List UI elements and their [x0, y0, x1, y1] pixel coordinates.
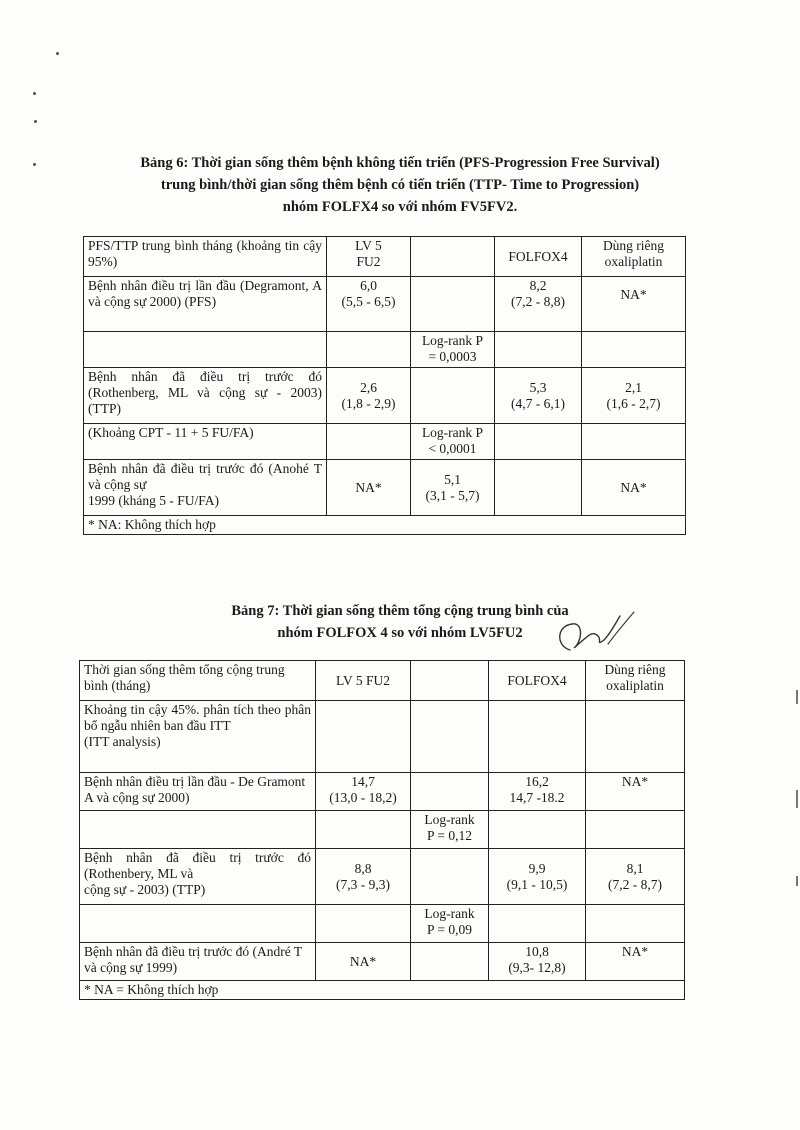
- table6-cell: 2,1 (1,6 - 2,7): [582, 368, 686, 424]
- table7-cell: Bệnh nhân đã điều trị trước đó (André T và cộng sự 1999): [80, 943, 316, 981]
- table7-header-label: Thời gian sống thêm tổng cộng trung bình (tháng): [80, 661, 316, 701]
- table7-cell: NA*: [586, 943, 685, 981]
- table7-cell: Bệnh nhân điều trị lần đầu - De Gramont A và cộng sự 2000): [80, 773, 316, 811]
- table6-cell: [84, 332, 327, 368]
- table-row: [80, 661, 685, 701]
- table7-cell: [489, 905, 586, 943]
- table7-cell: [411, 773, 489, 811]
- table7-footnote: * NA = Không thích hợp: [80, 981, 685, 1000]
- table-row: [80, 849, 685, 905]
- scan-speck: [34, 120, 37, 123]
- table7-header-lv5fu2: LV 5 FU2: [316, 661, 411, 701]
- table7-cell: Log-rank P = 0,12: [411, 811, 489, 849]
- table6-header-logrank: [411, 237, 495, 277]
- table6-cell: 5,1 (3,1 - 5,7): [411, 460, 495, 516]
- table7-cell: [80, 811, 316, 849]
- table-row: [80, 701, 685, 773]
- table6-cell: [582, 332, 686, 368]
- table6-cell: NA*: [582, 277, 686, 332]
- table6-caption-line: nhóm FOLFX4 so với nhóm FV5FV2.: [282, 199, 518, 215]
- table7-cell: 9,9 (9,1 - 10,5): [489, 849, 586, 905]
- table6-cell: NA*: [582, 460, 686, 516]
- table6-cell: [327, 332, 411, 368]
- table7-caption-line: Bảng 7: Thời gian sống thêm tổng cộng trung bình của: [231, 603, 569, 619]
- table7-cell: [489, 811, 586, 849]
- table-row: [84, 237, 686, 277]
- table7-cell: [586, 701, 685, 773]
- table6-header-folfox4: FOLFOX4: [495, 237, 582, 277]
- table7-cell: [489, 701, 586, 773]
- scan-edge-mark: [796, 876, 798, 886]
- table6-cell: 8,2 (7,2 - 8,8): [495, 277, 582, 332]
- table7-cell: [316, 701, 411, 773]
- table-row: [80, 905, 685, 943]
- table-row: [80, 773, 685, 811]
- table-row: [80, 943, 685, 981]
- table6-cell: Bệnh nhân điều trị lần đầu (Degramont, A và cộng sự 2000) (PFS): [84, 277, 327, 332]
- table-row: [84, 368, 686, 424]
- table7-cell: NA*: [316, 943, 411, 981]
- table6-header-oxaliplatin: Dùng riêng oxaliplatin: [582, 237, 686, 277]
- table-row: [84, 424, 686, 460]
- table6-cell: 5,3 (4,7 - 6,1): [495, 368, 582, 424]
- table-row: [84, 460, 686, 516]
- scan-edge-mark: [796, 790, 798, 808]
- table7-header-folfox4: FOLFOX4: [489, 661, 586, 701]
- table6-cell: [582, 424, 686, 460]
- table7-cell: 10,8 (9,3- 12,8): [489, 943, 586, 981]
- table7-cell: 16,2 14,7 -18.2: [489, 773, 586, 811]
- table6-cell: [411, 277, 495, 332]
- table-row: [84, 277, 686, 332]
- table7-cell: [316, 905, 411, 943]
- table-row: [80, 811, 685, 849]
- table6-header-lv5fu2: LV 5 FU2: [327, 237, 411, 277]
- table7-cell: [316, 811, 411, 849]
- table7: [79, 660, 685, 1000]
- table6-cell: [495, 424, 582, 460]
- signature-mark: [548, 606, 638, 666]
- table7-cell: [80, 905, 316, 943]
- table7-cell: [586, 811, 685, 849]
- table6-cell: (Khoảng CPT - 11 + 5 FU/FA): [84, 424, 327, 460]
- table-row: [80, 981, 685, 1000]
- table7-header-logrank: [411, 661, 489, 701]
- table7-cell: NA*: [586, 773, 685, 811]
- table6-cell: Bệnh nhân đã điều trị trước đó (Anohé T và cộng sự 1999 (kháng 5 - FU/FA): [84, 460, 327, 516]
- table7-cell: 8,8 (7,3 - 9,3): [316, 849, 411, 905]
- table7-caption-line: nhóm FOLFOX 4 so với nhóm LV5FU2: [277, 625, 523, 641]
- table7-cell: [411, 943, 489, 981]
- scan-speck: [33, 92, 36, 95]
- table6-cell: [327, 424, 411, 460]
- table-row: [84, 516, 686, 535]
- table6-cell: [411, 368, 495, 424]
- table-row: [84, 332, 686, 368]
- table7-cell: Log-rank P = 0,09: [411, 905, 489, 943]
- table6-cell: Log-rank P < 0,0001: [411, 424, 495, 460]
- table6-caption-line: trung bình/thời gian sống thêm bệnh có tiến triển (TTP- Time to Progression): [160, 177, 640, 193]
- table7-cell: 14,7 (13,0 - 18,2): [316, 773, 411, 811]
- scan-edge-mark: [796, 690, 798, 704]
- scan-speck: [56, 52, 59, 55]
- table6-cell: 6,0 (5,5 - 6,5): [327, 277, 411, 332]
- table6-cell: Bệnh nhân đã điều trị trước đó (Rothenberg, ML và cộng sự - 2003) (TTP): [84, 368, 327, 424]
- table6-cell: 2,6 (1,8 - 2,9): [327, 368, 411, 424]
- table6-caption: [0, 152, 800, 218]
- table6-cell: Log-rank P = 0,0003: [411, 332, 495, 368]
- table6-cell: [495, 460, 582, 516]
- table7-cell: Bệnh nhân đã điều trị trước đó (Rothenbery, ML và cộng sự - 2003) (TTP): [80, 849, 316, 905]
- table7-cell: [586, 905, 685, 943]
- table6: [83, 236, 686, 535]
- table6-footnote: * NA: Không thích hợp: [84, 516, 686, 535]
- table7-cell: Khoảng tin cậy 45%. phân tích theo phân bổ ngẫu nhiên ban đầu ITT (ITT analysis): [80, 701, 316, 773]
- table7-caption: [0, 600, 800, 644]
- table7-cell: [411, 701, 489, 773]
- table6-caption-line: Bảng 6: Thời gian sống thêm bệnh không tiến triển (PFS-Progression Free Survival): [140, 155, 660, 171]
- table6-cell: NA*: [327, 460, 411, 516]
- table7-cell: [411, 849, 489, 905]
- table7-header-oxaliplatin: Dùng riêng oxaliplatin: [586, 661, 685, 701]
- table6-cell: [495, 332, 582, 368]
- table7-cell: 8,1 (7,2 - 8,7): [586, 849, 685, 905]
- table6-header-label: PFS/TTP trung bình tháng (khoảng tin cậy 95%): [84, 237, 327, 277]
